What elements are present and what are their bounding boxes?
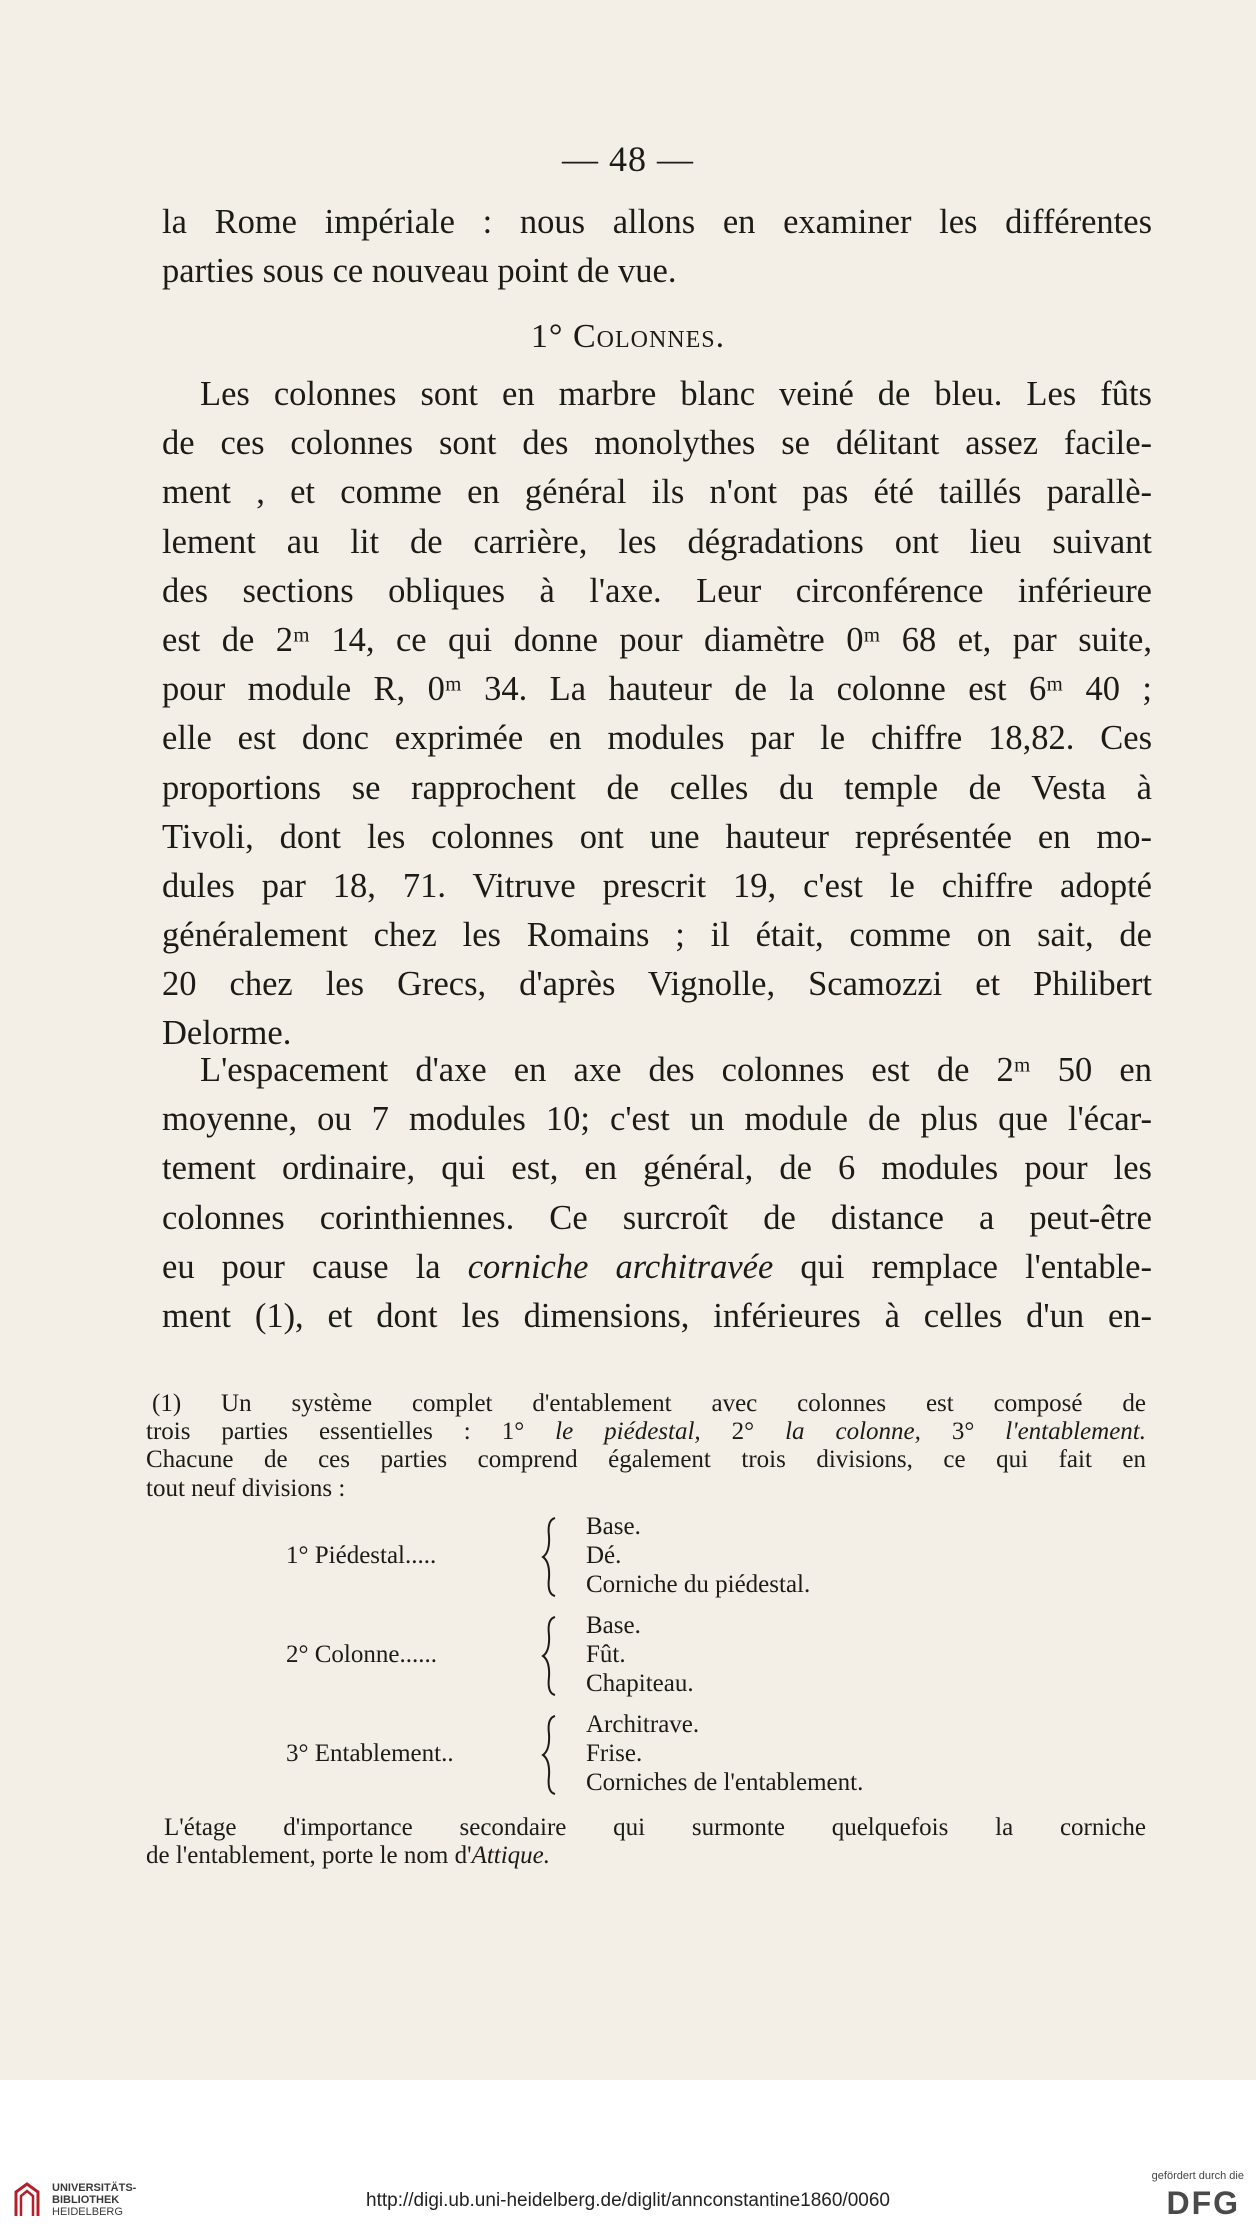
text-line: Delorme. (162, 1014, 292, 1053)
text-fragment: 3° (951, 1418, 975, 1446)
division-group (146, 1611, 1146, 1701)
text-line: colonnes corinthiennes. Ce surcroît de distance a peut-être (162, 1198, 1152, 1237)
funded-by-text: gefördert durch die (1151, 2170, 1244, 2182)
division-part: Frise. (586, 1740, 643, 1767)
division-parts (586, 1512, 810, 1599)
text-line: ment (1), et dont les dimensions, inférieures à celles d'un en- (162, 1296, 1152, 1335)
division-part: Chapiteau. (586, 1670, 694, 1697)
text-line: lement au lit de carrière, les dégradations ont lieu suivant (162, 522, 1152, 561)
paragraph-columns (162, 370, 1152, 1059)
italic-term: le piédestal, (555, 1418, 701, 1446)
text-line: dules par 18, 71. Vitruve prescrit 19, c'est le chiffre adopté (162, 866, 1152, 905)
section-number: 1° (530, 318, 564, 355)
text-line: elle est donc exprimée en modules par le chiffre 18,82. Ces (162, 719, 1152, 758)
footnote-closing (146, 1814, 1146, 1870)
division-part: Corniche du piédestal. (586, 1571, 811, 1598)
division-part: Corniches de l'entablement. (586, 1769, 864, 1796)
division-label: 3° Entablement.. (286, 1740, 454, 1767)
footnote-line (146, 1842, 1146, 1870)
text-line: Tivoli, dont les colonnes ont une hauteur représentée en mo- (162, 817, 1152, 856)
division-label: 2° Colonne...... (286, 1641, 437, 1668)
section-title: Colonnes. (572, 318, 726, 355)
brace-icon (541, 1615, 561, 1697)
text-line: L'espacement d'axe en axe des colonnes est de 2ᵐ 50 en (200, 1051, 1152, 1089)
footnote-line: L'étage d'importance secondaire qui surmonte quelquefois la corniche (164, 1814, 1146, 1841)
text-line: proportions se rapprochent de celles du temple de Vesta à (162, 768, 1152, 807)
source-url-link[interactable]: http://digi.ub.uni-heidelberg.de/diglit/annconstantine1860/0060 (366, 2190, 890, 2211)
division-parts (586, 1611, 694, 1698)
text-line: parties sous ce nouveau point de vue. (162, 252, 677, 291)
text-fragment: eu pour cause la (162, 1247, 441, 1286)
section-heading (0, 318, 1256, 356)
division-part: Fût. (586, 1641, 626, 1668)
text-line (162, 1243, 1152, 1292)
footnote (146, 1390, 1147, 1870)
text-line: 20 chez les Grecs, d'après Vignolle, Scamozzi et Philibert (162, 965, 1152, 1004)
institution-line: UNIVERSITÄTS- (52, 2182, 137, 2194)
brace-icon (541, 1714, 561, 1796)
text-line: moyenne, ou 7 modules 10; c'est un module de plus que l'écar- (162, 1100, 1152, 1139)
division-part: Base. (586, 1612, 641, 1639)
division-label: 1° Piédestal..... (286, 1542, 437, 1569)
institution-line: BIBLIOTHEK (52, 2194, 120, 2206)
division-part: Architrave. (586, 1711, 700, 1738)
division-group (146, 1512, 1146, 1602)
division-part: Base. (586, 1513, 641, 1540)
text-fragment: de l'entablement, porte le nom d' (146, 1842, 472, 1870)
paragraph-spacing (162, 1046, 1152, 1341)
text-line: est de 2ᵐ 14, ce qui donne pour diamètre 0ᵐ 68 et, par suite, (162, 620, 1152, 659)
text-fragment: 2° (731, 1418, 755, 1446)
top-lines (162, 198, 1152, 296)
italic-term: l'entablement. (1005, 1418, 1147, 1446)
footnote-line: tout neuf divisions : (146, 1474, 346, 1502)
brace-icon (541, 1516, 561, 1598)
footnote-line (146, 1418, 1146, 1446)
italic-term: corniche architravée (467, 1247, 774, 1286)
text-line: pour module R, 0ᵐ 34. La hauteur de la colonne est 6ᵐ 40 ; (162, 670, 1152, 709)
text-line: la Rome impériale : nous allons en examiner les différentes (162, 203, 1152, 241)
italic-term: Attique. (471, 1842, 551, 1870)
division-part: Dé. (586, 1542, 622, 1569)
division-parts (586, 1710, 863, 1797)
text-line: généralement chez les Romains ; il était, comme on sait, de (162, 916, 1152, 955)
text-line: Les colonnes sont en marbre blanc veiné de bleu. Les fûts (200, 375, 1152, 413)
text-fragment: qui remplace l'entable- (800, 1247, 1152, 1286)
text-line: ment , et comme en général ils n'ont pas été taillés parallè- (162, 473, 1152, 512)
footnote-line: Chacune de ces parties comprend également trois divisions, ce qui fait en (146, 1446, 1146, 1474)
page-number: — 48 — (562, 139, 694, 179)
institution-line: HEIDELBERG (52, 2206, 123, 2218)
text-line: de ces colonnes sont des monolythes se délitant assez facile- (162, 424, 1152, 463)
text-line: tement ordinaire, qui est, en général, de 6 modules pour les (162, 1149, 1152, 1188)
footnote-line: (1) Un système complet d'entablement avec colonnes est composé de (152, 1390, 1146, 1417)
dfg-logo: DFG (1166, 2185, 1240, 2221)
text-line: des sections obliques à l'axe. Leur circonférence inférieure (162, 571, 1152, 610)
italic-term: la colonne, (785, 1418, 921, 1446)
text-fragment: trois parties essentielles : 1° (146, 1418, 525, 1446)
division-group (146, 1710, 1146, 1800)
